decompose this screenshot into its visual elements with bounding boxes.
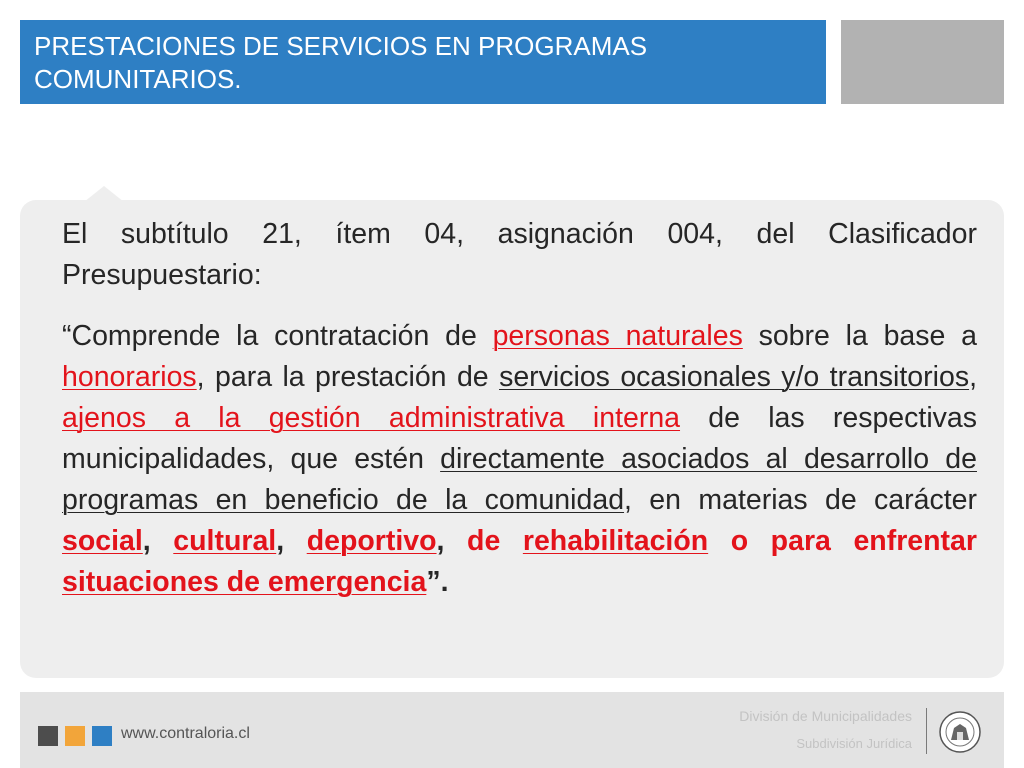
- quote-segment: cultural: [173, 525, 277, 557]
- footer-divider: [926, 708, 927, 754]
- quote-segment: ”.: [426, 566, 449, 598]
- footer-square-orange: [65, 726, 85, 746]
- header-gray-block: [841, 20, 1004, 104]
- quote-segment: , en materias de carácter: [624, 484, 977, 516]
- quote-segment: sobre la base a: [742, 320, 977, 352]
- quote-segment: deportivo: [306, 525, 437, 557]
- intro-paragraph: El subtítulo 21, ítem 04, asignación 004, del Clasificador Presupuestario:: [62, 218, 977, 291]
- quote-segment: directamente asociados al desarrollo de programas en beneficio de la comunidad: [62, 443, 977, 516]
- footer-square-dark: [38, 726, 58, 746]
- quote-segment: ,: [436, 525, 468, 557]
- quote-segment: servicios ocasionales y/o transitorios: [499, 361, 970, 393]
- division-name: División de Municipalidades: [739, 708, 912, 724]
- quote-segment: , para la prestación de: [196, 361, 500, 393]
- quote-segment: situaciones de emergencia: [62, 566, 427, 598]
- slide-title-line2: COMUNITARIOS.: [34, 64, 242, 94]
- quote-segment: ,: [142, 525, 174, 557]
- quote-segment: social: [62, 525, 143, 557]
- quote-paragraph: [62, 316, 977, 603]
- quote-segment: honorarios: [62, 361, 197, 393]
- footer: [20, 692, 1004, 768]
- footer-square-blue: [92, 726, 112, 746]
- quote-segment: de las respectivas municipalidades, que estén: [62, 402, 977, 475]
- quote-segment: ,: [276, 525, 307, 557]
- contraloria-seal-icon: [938, 710, 982, 754]
- website-link[interactable]: www.contraloria.cl: [121, 725, 250, 742]
- quote-segment: rehabilitación: [522, 525, 709, 557]
- quote-segment: ,: [969, 361, 977, 393]
- slide-title: [20, 20, 826, 104]
- subdivision-name: Subdivisión Jurídica: [796, 736, 912, 751]
- quote-segment: “Comprende la contratación de: [62, 320, 493, 352]
- quote-segment: [500, 525, 523, 557]
- quote-segment: o para enfrentar: [708, 525, 977, 557]
- slide-title-line1: PRESTACIONES DE SERVICIOS EN PROGRAMAS: [34, 31, 648, 61]
- quote-segment: de: [467, 525, 501, 557]
- slide-body: [62, 214, 977, 603]
- quote-segment: personas naturales: [492, 320, 743, 352]
- quote-segment: ajenos a la gestión administrativa interna: [62, 402, 681, 434]
